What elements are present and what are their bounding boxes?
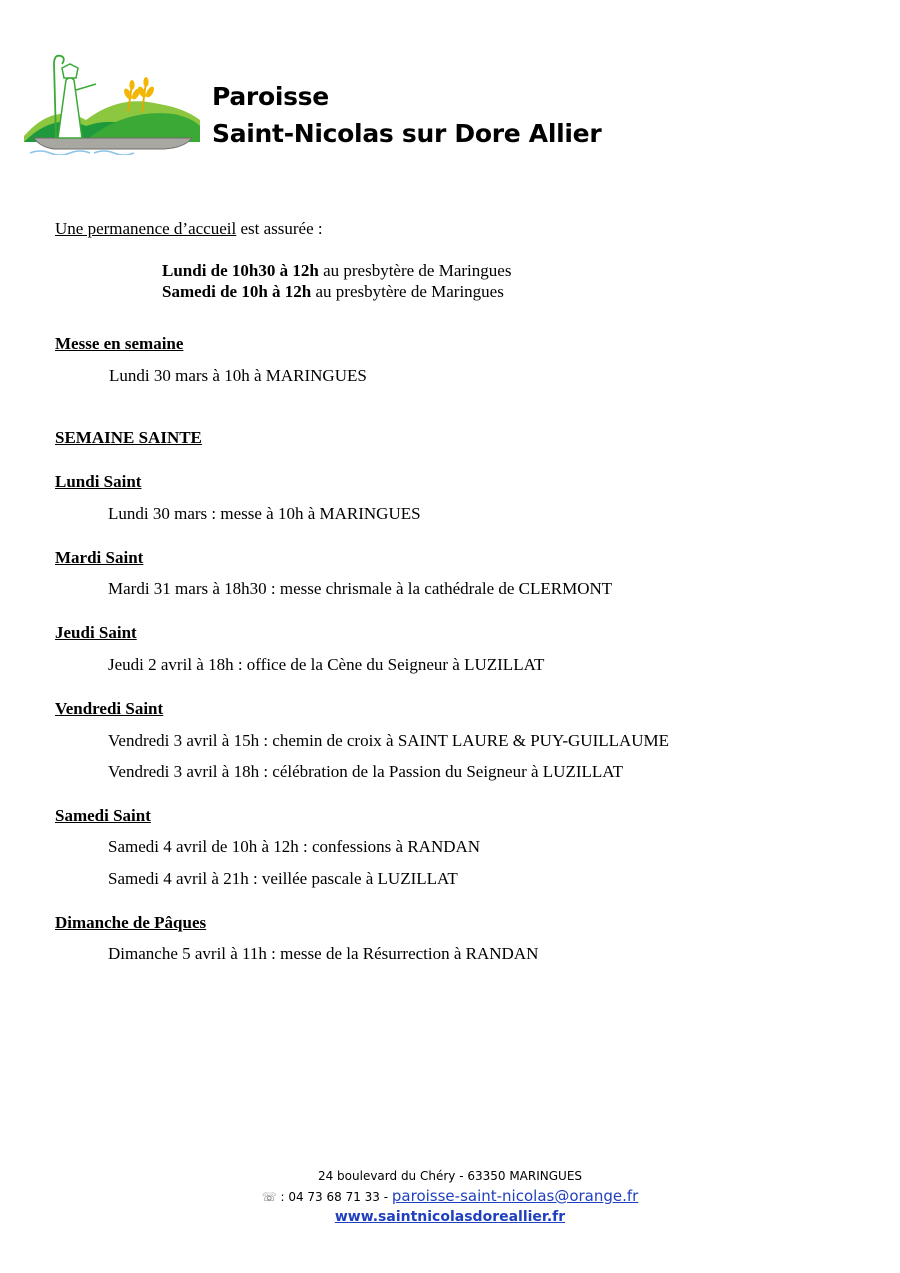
footer-address: 24 boulevard du Chéry - 63350 MARINGUES [317,1169,583,1183]
title-line-1: Paroisse [212,82,329,111]
phone-icon: ☏ [261,1190,277,1204]
schedule-entry: Samedi 4 avril de 10h à 12h : confessions à RANDAN [108,837,481,856]
schedule-entry: Mardi 31 mars à 18h30 : messe chrismale à la cathédrale de CLERMONT [108,579,613,598]
day-title: Samedi Saint [55,806,151,825]
schedule-entry: Dimanche 5 avril à 11h : messe de la Résurrection à RANDAN [108,944,539,963]
title-line-2: Saint-Nicolas sur Dore Allier [212,119,602,148]
day-title: Vendredi Saint [55,699,164,718]
permanence-suffix: est assurée : [236,219,323,238]
day-title: Mardi Saint [55,548,144,567]
semaine-sainte-heading: SEMAINE SAINTE [55,428,202,447]
permanence-slot [162,282,504,302]
schedule-entry: Jeudi 2 avril à 18h : office de la Cène du Seigneur à LUZILLAT [108,655,545,674]
permanence-slot [162,261,511,281]
slot-place: au presbytère de Maringues [311,282,504,301]
phone-number: : 04 73 68 71 33 - [276,1190,392,1204]
parish-logo [24,50,204,155]
schedule-entry: Lundi 30 mars à 10h à MARINGUES [109,366,367,385]
day-title: Dimanche de Pâques [55,913,207,932]
slot-place: au presbytère de Maringues [318,261,512,280]
website-link[interactable]: www.saintnicolasdoreallier.fr [334,1209,566,1225]
schedule-entry: Samedi 4 avril à 21h : veillée pascale à LUZILLAT [108,869,458,888]
slot-time: Samedi de 10h à 12h [162,282,312,301]
email-link[interactable]: paroisse-saint-nicolas@orange.fr [391,1187,639,1205]
permanence-heading: Une permanence d’accueil [55,219,237,238]
schedule-entry: Vendredi 3 avril à 18h : célébration de la Passion du Seigneur à LUZILLAT [108,762,624,781]
parish-title [212,78,601,152]
day-title: Jeudi Saint [55,623,137,642]
day-title: Lundi Saint [55,472,142,491]
section-heading: Messe en semaine [55,334,184,353]
permanence-intro [55,219,323,239]
schedule-entry: Lundi 30 mars : messe à 10h à MARINGUES [108,504,421,523]
schedule-entry: Vendredi 3 avril à 15h : chemin de croix à SAINT LAURE & PUY-GUILLAUME [108,731,670,750]
footer-contact [0,1187,900,1205]
slot-time: Lundi de 10h30 à 12h [162,261,319,280]
